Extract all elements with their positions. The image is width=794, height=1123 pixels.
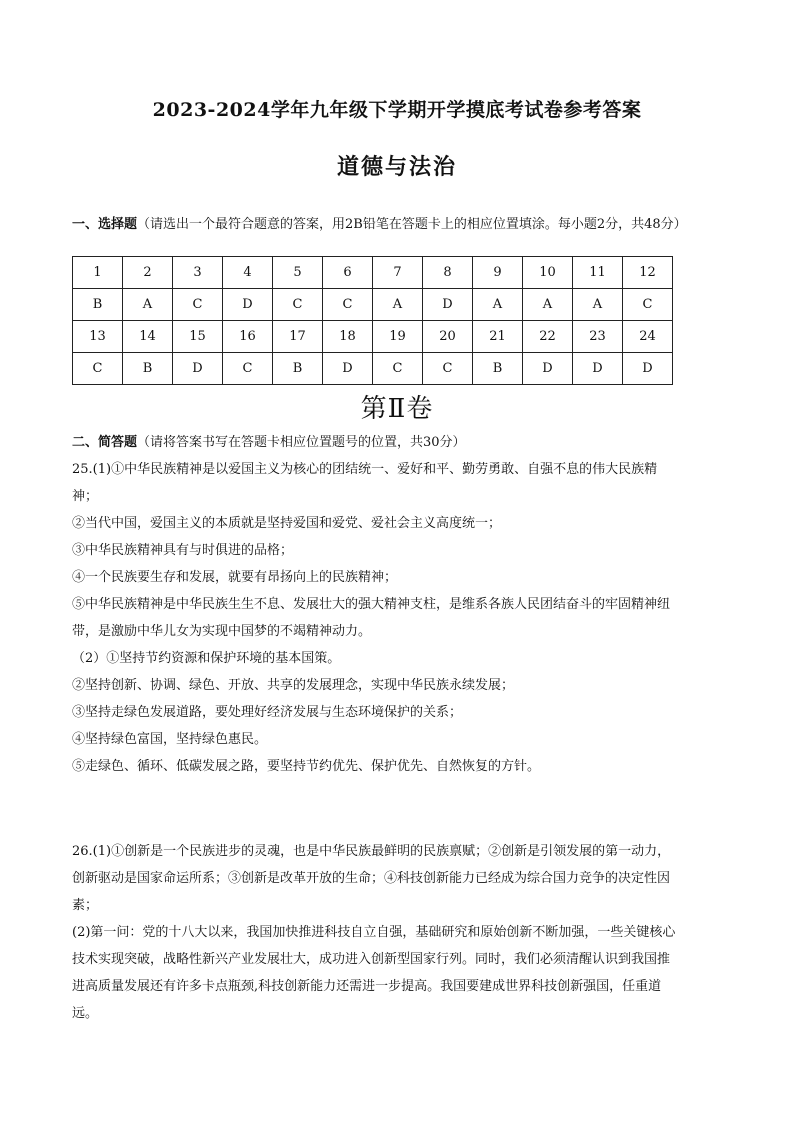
volume-2-title: 第Ⅱ卷 bbox=[360, 394, 434, 424]
question-number: 10 bbox=[523, 257, 573, 289]
table-row-numbers-2 bbox=[73, 321, 673, 353]
answer-cell: C bbox=[273, 289, 323, 321]
question-number: 18 bbox=[323, 321, 373, 353]
question-number: 9 bbox=[473, 257, 523, 289]
question-number: 14 bbox=[123, 321, 173, 353]
answer-cell: A bbox=[523, 289, 573, 321]
section-1-heading bbox=[72, 212, 722, 237]
question-number: 6 bbox=[323, 257, 373, 289]
answer-line: ③中华民族精神具有与时俱进的品格； bbox=[72, 543, 294, 558]
answer-cell: D bbox=[623, 353, 673, 385]
answer-cell: C bbox=[223, 353, 273, 385]
answer-cell: B bbox=[273, 353, 323, 385]
question-number: 13 bbox=[73, 321, 123, 353]
answer-cell: A bbox=[573, 289, 623, 321]
answer-line: ④坚持绿色富国，坚持绿色惠民。 bbox=[72, 732, 268, 747]
answer-cell: C bbox=[73, 353, 123, 385]
question-number: 7 bbox=[373, 257, 423, 289]
question-number: 3 bbox=[173, 257, 223, 289]
answer-line: ②当代中国，爱国主义的本质就是坚持爱国和爱党、爱社会主义高度统一； bbox=[72, 516, 502, 531]
table-row-numbers-1 bbox=[73, 257, 673, 289]
answer-line: ⑤中华民族精神是中华民族生生不息、发展壮大的强大精神支柱，是维系各族人民团结奋斗的牢固精神纽带，是激励中华儿女为实现中国梦的不竭精神动力。 bbox=[72, 597, 671, 639]
answer-cell: C bbox=[173, 289, 223, 321]
answer-cell: A bbox=[123, 289, 173, 321]
answer-cell: D bbox=[173, 353, 223, 385]
section-2-instruction: （请将答案书写在答题卡相应位置题号的位置，共30分） bbox=[137, 435, 466, 450]
section-1-instruction: （请选出一个最符合题意的答案，用2B铅笔在答题卡上的相应位置填涂。每小题2分，共48分） bbox=[137, 217, 687, 232]
answer-table bbox=[72, 256, 673, 385]
question-number: 5 bbox=[273, 257, 323, 289]
answer-line: ②坚持创新、协调、绿色、开放、共享的发展理念，实现中华民族永续发展； bbox=[72, 678, 515, 693]
answer-cell: D bbox=[223, 289, 273, 321]
question-number: 16 bbox=[223, 321, 273, 353]
answer-cell: D bbox=[423, 289, 473, 321]
question-number: 21 bbox=[473, 321, 523, 353]
answer-cell: B bbox=[473, 353, 523, 385]
answer-line: （2）①坚持节约资源和保护环境的基本国策。 bbox=[72, 651, 341, 666]
answer-line: 25.(1)①中华民族精神是以爱国主义为核心的团结统一、爱好和平、勤劳勇敢、自强不息的伟大民族精神； bbox=[72, 462, 658, 504]
answer-line: (2)第一问：党的十八大以来，我国加快推进科技自立自强，基础研究和原始创新不断加强，一些关键核心技术实现突破，战略性新兴产业发展壮大，成功进入创新型国家行列。同时，我们必须清醒认识到我国推进高质量发展还有许多卡点瓶颈,科技创新能力还需进一步提高。我国要建成世界科技创新强国，任重道远。 bbox=[72, 925, 676, 1021]
answer-cell: C bbox=[423, 353, 473, 385]
answer-cell: D bbox=[323, 353, 373, 385]
answer-cell: D bbox=[573, 353, 623, 385]
answer-line: 26.(1)①创新是一个民族进步的灵魂，也是中华民族最鲜明的民族禀赋；②创新是引领发展的第一动力，创新驱动是国家命运所系；③创新是改革开放的生命；④科技创新能力已经成为综合国力竞争的决定性因素； bbox=[72, 844, 671, 913]
question-number: 20 bbox=[423, 321, 473, 353]
question-number: 19 bbox=[373, 321, 423, 353]
question-number: 4 bbox=[223, 257, 273, 289]
section-1-label: 一、选择题 bbox=[72, 217, 138, 232]
answer-line: ⑤走绿色、循环、低碳发展之路，要坚持节约优先、保护优先、自然恢复的方针。 bbox=[72, 759, 541, 774]
question-number: 17 bbox=[273, 321, 323, 353]
question-number: 1 bbox=[73, 257, 123, 289]
question-number: 24 bbox=[623, 321, 673, 353]
answer-cell: C bbox=[373, 353, 423, 385]
subject-title: 道德与法治 bbox=[336, 154, 457, 180]
answer-cell: D bbox=[523, 353, 573, 385]
question-number: 15 bbox=[173, 321, 223, 353]
answer-cell: B bbox=[73, 289, 123, 321]
table-row-answers-2 bbox=[73, 353, 673, 385]
question-26-answer bbox=[72, 838, 682, 1027]
question-number: 8 bbox=[423, 257, 473, 289]
page-title: 2023-2024学年九年级下学期开学摸底考试卷参考答案 bbox=[152, 99, 642, 121]
question-number: 2 bbox=[123, 257, 173, 289]
section-2-label: 二、简答题 bbox=[72, 435, 138, 450]
question-number: 23 bbox=[573, 321, 623, 353]
answer-cell: C bbox=[623, 289, 673, 321]
answer-cell: A bbox=[373, 289, 423, 321]
question-25-answer bbox=[72, 456, 682, 780]
question-number: 12 bbox=[623, 257, 673, 289]
answer-cell: A bbox=[473, 289, 523, 321]
answer-cell: B bbox=[123, 353, 173, 385]
answer-line: ④一个民族要生存和发展，就要有昂扬向上的民族精神； bbox=[72, 570, 398, 585]
table-row-answers-1 bbox=[73, 289, 673, 321]
section-2-heading bbox=[72, 430, 722, 455]
answer-line: ③坚持走绿色发展道路，要处理好经济发展与生态环境保护的关系； bbox=[72, 705, 463, 720]
answer-cell: C bbox=[323, 289, 373, 321]
question-number: 11 bbox=[573, 257, 623, 289]
question-number: 22 bbox=[523, 321, 573, 353]
